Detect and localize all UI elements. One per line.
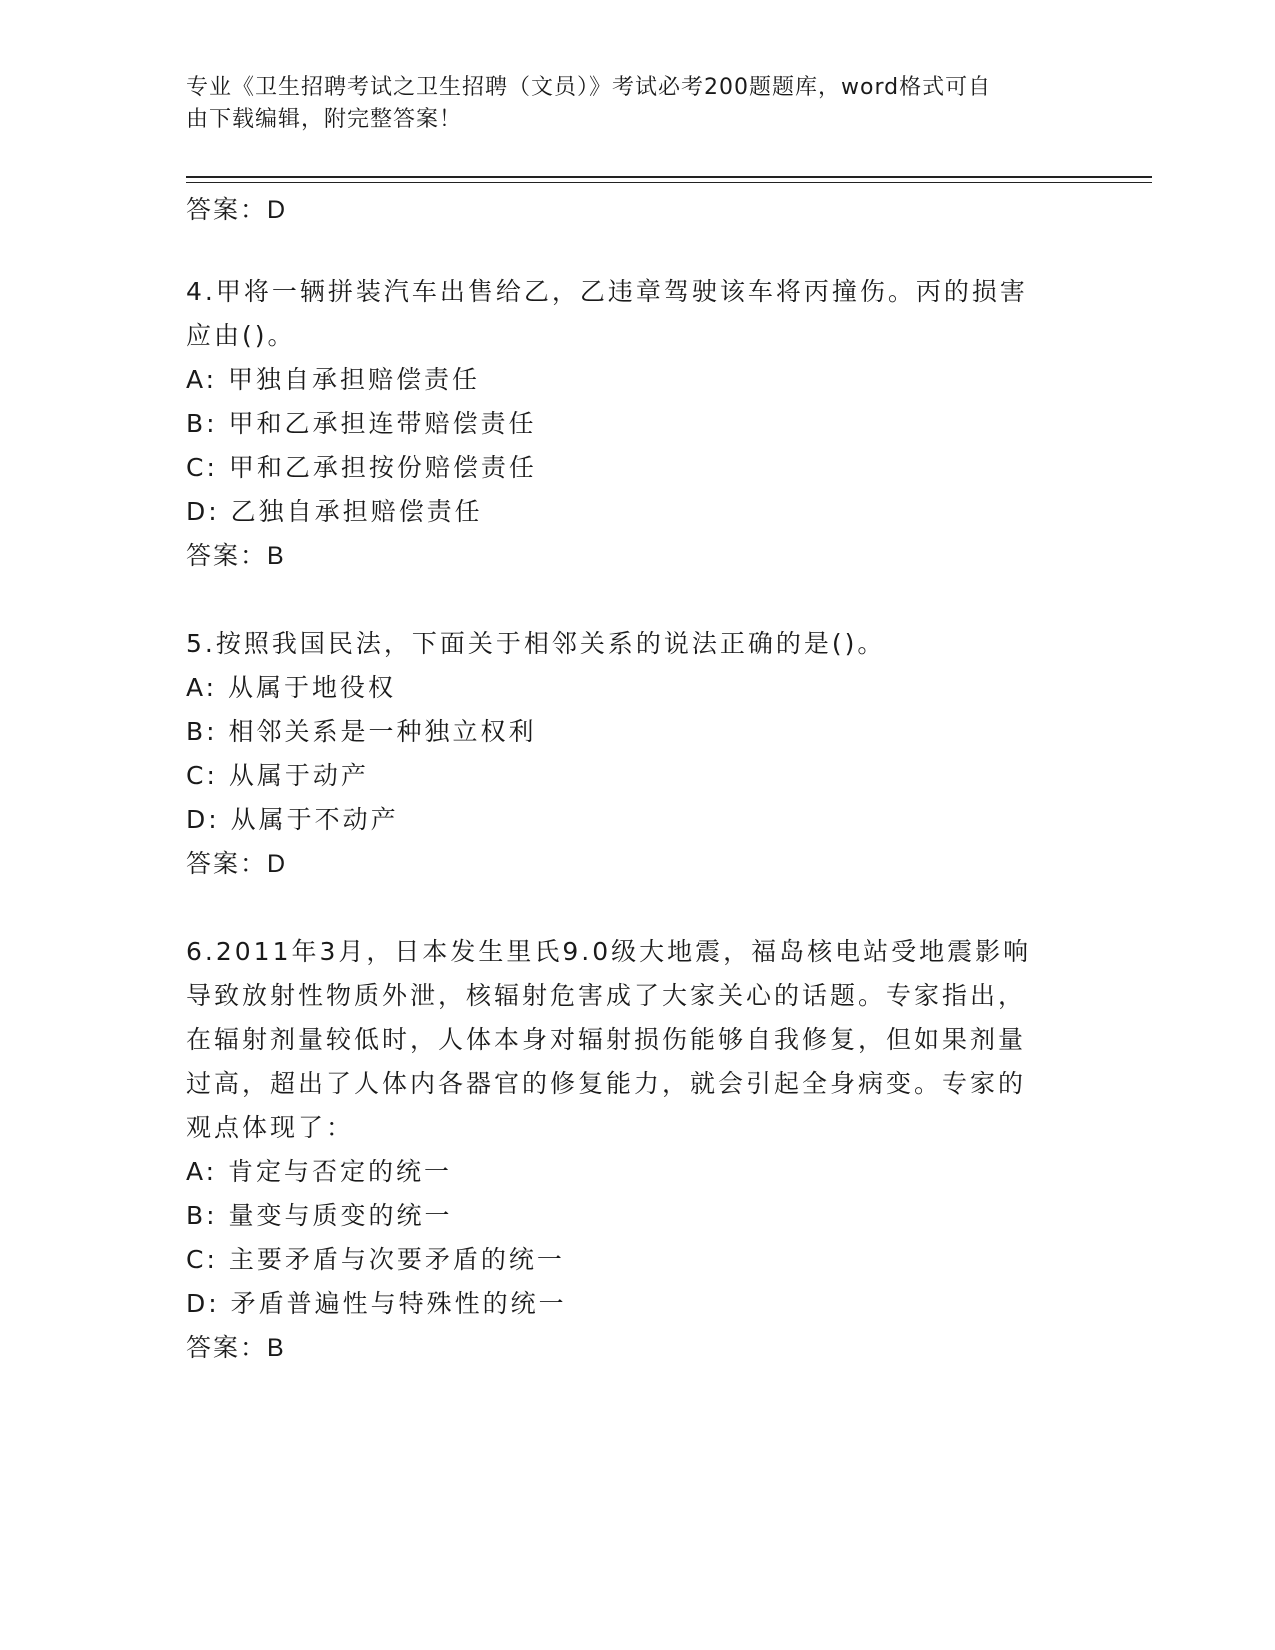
question-answer bbox=[186, 1328, 286, 1364]
answer-value: D bbox=[267, 850, 288, 878]
question-text-line: 5.按照我国民法，下面关于相邻关系的说法正确的是()。 bbox=[186, 629, 886, 658]
question-text-line: 在辐射剂量较低时，人体本身对辐射损伤能够自我修复，但如果剂量 bbox=[186, 1025, 1027, 1054]
previous-answer bbox=[186, 190, 287, 226]
option-d: D: 从属于不动产 bbox=[186, 805, 399, 834]
answer-value: B bbox=[267, 1334, 286, 1362]
question-text-line: 4.甲将一辆拼装汽车出售给乙，乙违章驾驶该车将丙撞伤。丙的损害 bbox=[186, 277, 1028, 306]
option-c: C: 从属于动产 bbox=[186, 761, 369, 790]
question-text-line: 6.2011年3月，日本发生里氏9.0级大地震，福岛核电站受地震影响 bbox=[186, 937, 1032, 966]
question-text-line: 观点体现了： bbox=[186, 1113, 355, 1142]
header-line-1: 专业《卫生招聘考试之卫生招聘（文员）》考试必考200题题库，word格式可自 bbox=[186, 75, 992, 100]
option-d: D: 乙独自承担赔偿责任 bbox=[186, 497, 483, 526]
question-answer bbox=[186, 536, 286, 572]
option-b: B: 量变与质变的统一 bbox=[186, 1201, 453, 1230]
header-line-2: 由下载编辑，附完整答案！ bbox=[186, 107, 463, 132]
option-b: B: 甲和乙承担连带赔偿责任 bbox=[186, 409, 537, 438]
option-a: A: 从属于地役权 bbox=[186, 673, 397, 702]
question-text-line: 应由()。 bbox=[186, 321, 296, 350]
document-header bbox=[186, 72, 1066, 136]
option-a: A: 甲独自承担赔偿责任 bbox=[186, 365, 481, 394]
option-b: B: 相邻关系是一种独立权利 bbox=[186, 717, 537, 746]
question-answer bbox=[186, 844, 287, 880]
answer-label: 答案： bbox=[186, 1333, 268, 1362]
answer-value: B bbox=[267, 542, 286, 570]
answer-label: 答案： bbox=[186, 849, 268, 878]
option-d: D: 矛盾普遍性与特殊性的统一 bbox=[186, 1289, 567, 1318]
answer-label: 答案： bbox=[186, 541, 268, 570]
question-text-line: 过高，超出了人体内各器官的修复能力，就会引起全身病变。专家的 bbox=[186, 1069, 1027, 1098]
answer-value: D bbox=[267, 196, 288, 224]
header-divider-thin bbox=[186, 182, 1152, 183]
option-a: A: 肯定与否定的统一 bbox=[186, 1157, 453, 1186]
answer-label: 答案： bbox=[186, 195, 268, 224]
header-divider bbox=[186, 176, 1152, 178]
option-c: C: 主要矛盾与次要矛盾的统一 bbox=[186, 1245, 565, 1274]
question-text-line: 导致放射性物质外泄，核辐射危害成了大家关心的话题。专家指出， bbox=[186, 981, 1027, 1010]
option-c: C: 甲和乙承担按份赔偿责任 bbox=[186, 453, 537, 482]
